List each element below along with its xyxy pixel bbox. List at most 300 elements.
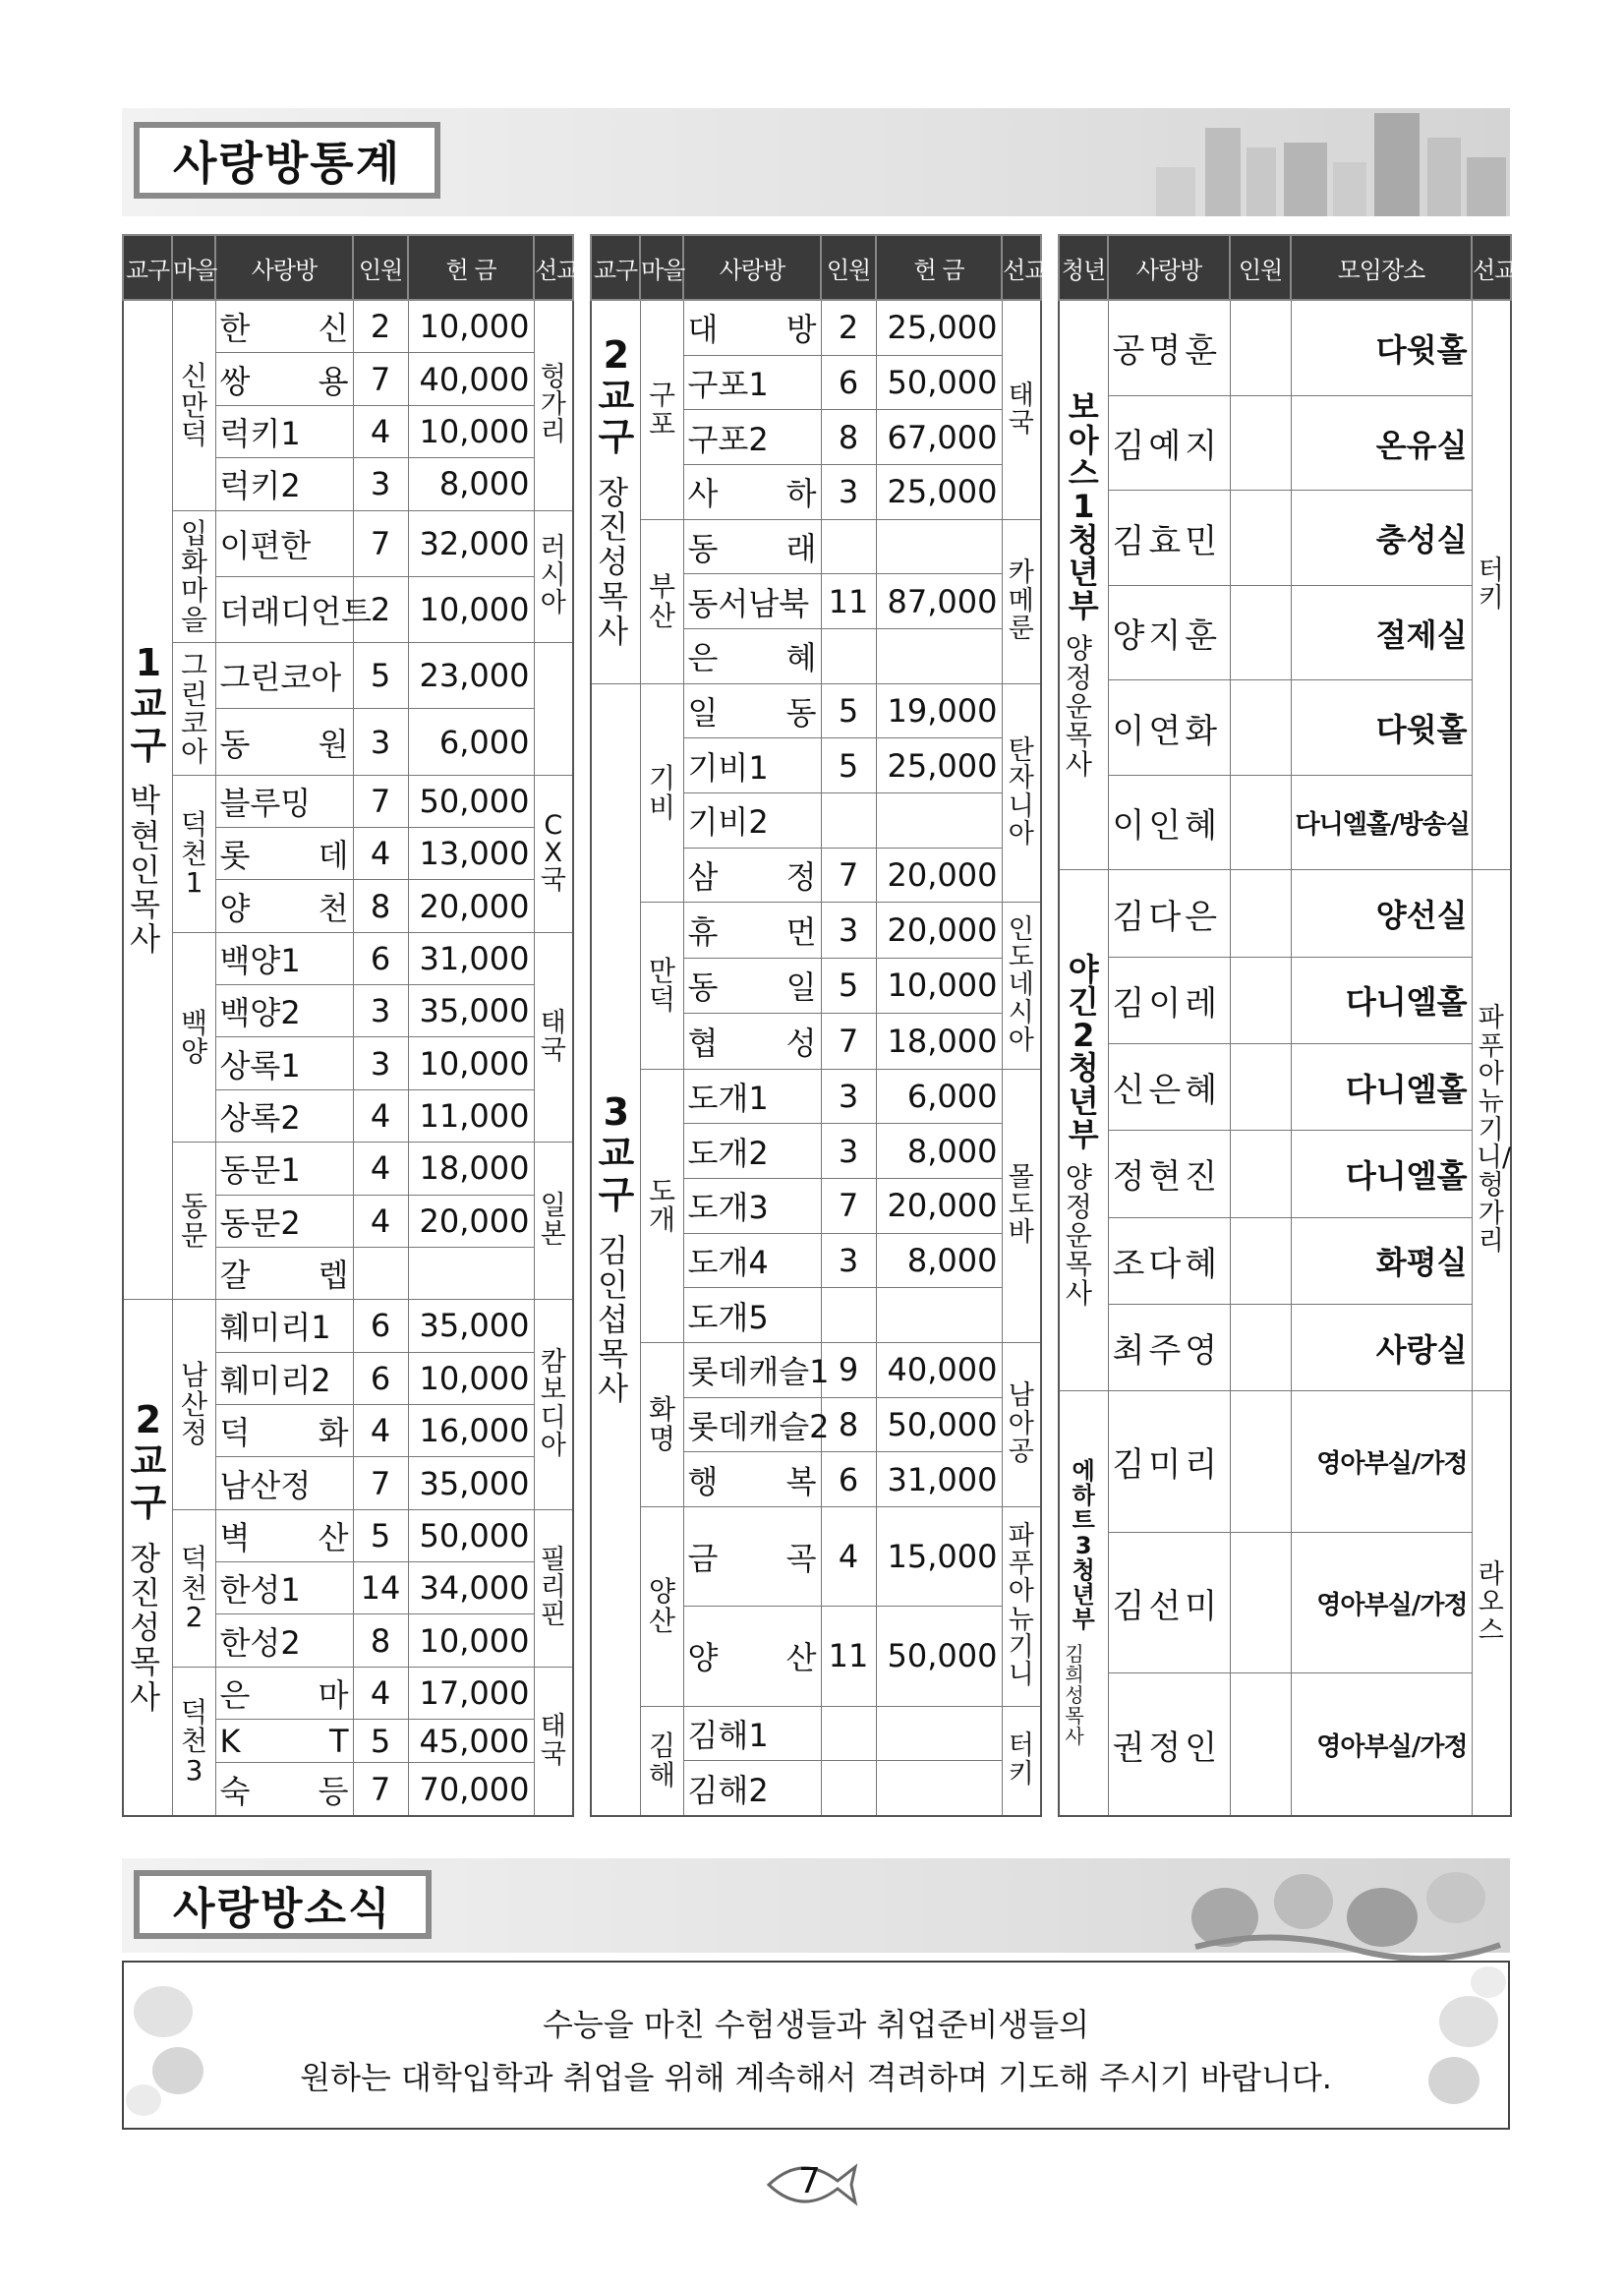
offering-amount: 50,000 xyxy=(408,1509,534,1561)
header-offering: 헌 금 xyxy=(408,235,534,300)
table-row xyxy=(1059,1532,1511,1673)
village-label: 김해 xyxy=(648,1730,675,1791)
people-count: 3 xyxy=(353,985,408,1037)
district-label: 2교구 xyxy=(598,332,635,459)
table-row xyxy=(591,1342,1041,1397)
offering-amount xyxy=(876,1706,1002,1761)
table-row xyxy=(1059,957,1511,1043)
offering-amount: 35,000 xyxy=(408,1300,534,1352)
people-count: 6 xyxy=(821,355,876,410)
village-cell xyxy=(640,1069,683,1342)
people-count: 4 xyxy=(353,1089,408,1142)
mission-cell xyxy=(1002,683,1041,903)
mission-label: 탄자니아 xyxy=(1008,734,1034,850)
room-name: 행 복 xyxy=(683,1452,821,1507)
offering-amount: 11,000 xyxy=(408,1089,534,1142)
mission-label: 캄보디아 xyxy=(540,1346,566,1461)
offering-amount: 23,000 xyxy=(408,643,534,709)
mission-cell xyxy=(534,1667,573,1816)
table-row xyxy=(1059,1673,1511,1816)
meeting-place: 다니엘홀 xyxy=(1291,957,1472,1043)
people-count: 3 xyxy=(821,1233,876,1288)
people-count xyxy=(1230,870,1291,957)
member-name: 이인혜 xyxy=(1108,775,1230,870)
district-cell xyxy=(591,683,640,1816)
mission-cell xyxy=(1002,903,1041,1069)
header-offering: 헌 금 xyxy=(876,235,1002,300)
room-name: 휴 먼 xyxy=(683,903,821,958)
offering-amount: 10,000 xyxy=(408,576,534,642)
people-count xyxy=(1230,1532,1291,1673)
meeting-place: 영아부실/가정 xyxy=(1291,1673,1472,1816)
member-name: 공명훈 xyxy=(1108,300,1230,395)
people-count xyxy=(821,629,876,684)
people-count xyxy=(1230,1391,1291,1533)
offering-amount: 34,000 xyxy=(408,1562,534,1614)
offering-amount: 8,000 xyxy=(876,1124,1002,1179)
meeting-place: 다니엘홀 xyxy=(1291,1044,1472,1131)
room-name: 럭키2 xyxy=(215,458,353,510)
mission-cell xyxy=(534,300,573,510)
mission-cell xyxy=(534,1300,573,1509)
people-count: 6 xyxy=(353,932,408,984)
table-row xyxy=(1059,1391,1511,1533)
people-count: 8 xyxy=(353,1614,408,1667)
people-count: 3 xyxy=(353,458,408,510)
people-count xyxy=(1230,1304,1291,1390)
pastor-label: 김희성목사 xyxy=(1065,1642,1084,1749)
pastor-label: 박현인목사 xyxy=(130,782,161,959)
village-cell xyxy=(640,519,683,683)
room-name: 양 천 xyxy=(215,880,353,932)
table-row xyxy=(123,300,573,353)
offering-amount: 25,000 xyxy=(876,465,1002,520)
offering-amount: 70,000 xyxy=(408,1763,534,1816)
stats-table-district1-2 xyxy=(122,234,579,1817)
youth-dept-cell xyxy=(1059,870,1108,1391)
table-row xyxy=(591,683,1041,738)
people-count: 8 xyxy=(353,880,408,932)
member-name: 김선미 xyxy=(1108,1532,1230,1673)
mission-cell xyxy=(534,775,573,932)
room-name: 훼미리2 xyxy=(215,1352,353,1404)
table-row xyxy=(1059,1044,1511,1131)
table-row xyxy=(123,932,573,984)
offering-amount: 13,000 xyxy=(408,828,534,880)
table-row xyxy=(123,1667,573,1719)
people-count: 7 xyxy=(821,1178,876,1233)
people-count: 7 xyxy=(353,353,408,405)
table-row xyxy=(123,1143,573,1195)
offering-amount xyxy=(408,1247,534,1299)
table-row xyxy=(123,643,573,709)
village-cell xyxy=(640,903,683,1069)
room-name: 럭키1 xyxy=(215,405,353,457)
member-name: 김효민 xyxy=(1108,491,1230,585)
offering-amount: 31,000 xyxy=(876,1452,1002,1507)
people-count: 5 xyxy=(353,1509,408,1561)
room-name: 금 곡 xyxy=(683,1506,821,1606)
member-name: 김이레 xyxy=(1108,957,1230,1043)
people-count: 3 xyxy=(821,903,876,958)
table-row xyxy=(1059,1217,1511,1304)
offering-amount: 20,000 xyxy=(876,848,1002,903)
city-skyline-graphic xyxy=(1136,108,1510,216)
stats-title: 사랑방통계 xyxy=(134,122,440,199)
mission-label: 태국 xyxy=(540,1711,566,1770)
room-name: 은 마 xyxy=(215,1667,353,1719)
people-count: 11 xyxy=(821,574,876,629)
district-label: 2교구 xyxy=(130,1398,167,1525)
mission-label: 카메룬 xyxy=(1008,557,1034,644)
mission-cell xyxy=(1472,1391,1511,1816)
people-count: 7 xyxy=(353,775,408,827)
offering-amount: 20,000 xyxy=(408,1195,534,1247)
room-name: 협 성 xyxy=(683,1014,821,1069)
header-room: 사랑방 xyxy=(215,235,353,300)
people-count xyxy=(1230,1673,1291,1816)
mission-cell xyxy=(1002,519,1041,683)
table-row xyxy=(591,300,1041,355)
flower-decoration-left-icon xyxy=(124,1963,242,2128)
table-row xyxy=(1059,1304,1511,1390)
village-cell xyxy=(640,1506,683,1706)
mission-label: 헝가리 xyxy=(540,361,566,448)
stats-banner xyxy=(122,108,1510,216)
member-name: 권정인 xyxy=(1108,1673,1230,1816)
room-name: 도개1 xyxy=(683,1069,821,1124)
mission-label: 터키 xyxy=(1478,555,1504,615)
room-name: 이편한 xyxy=(215,510,353,576)
member-name: 이연화 xyxy=(1108,680,1230,775)
room-name: 일 동 xyxy=(683,683,821,738)
page-number-text: 7 xyxy=(798,2161,821,2201)
meeting-place: 절제실 xyxy=(1291,585,1472,679)
room-name: 갈 렙 xyxy=(215,1247,353,1299)
meeting-place: 양선실 xyxy=(1291,870,1472,957)
dept-label: 보아스1청년부 xyxy=(1068,388,1099,624)
people-count: 7 xyxy=(821,848,876,903)
offering-amount: 10,000 xyxy=(408,405,534,457)
people-count: 4 xyxy=(353,828,408,880)
header-district: 교구 xyxy=(591,235,640,300)
meeting-place: 영아부실/가정 xyxy=(1291,1532,1472,1673)
room-name: 그린코아 xyxy=(215,643,353,709)
village-cell xyxy=(172,1509,215,1667)
village-label: 구포 xyxy=(648,379,675,440)
flower-decoration-right-icon xyxy=(1390,1963,1508,2128)
youth-dept-cell xyxy=(1059,1391,1108,1816)
header-place: 모임장소 xyxy=(1291,235,1472,300)
people-count xyxy=(1230,300,1291,395)
header-village: 마을 xyxy=(640,235,683,300)
village-cell xyxy=(172,510,215,643)
room-name: 도개5 xyxy=(683,1288,821,1343)
news-line-2: 원하는 대학입학과 취업을 위해 계속해서 격려하며 기도해 주시기 바랍니다. xyxy=(300,2059,1332,2096)
mission-cell xyxy=(1002,300,1041,519)
room-name: 동문1 xyxy=(215,1143,353,1195)
people-count xyxy=(821,519,876,574)
room-name: 동 일 xyxy=(683,958,821,1013)
table-row xyxy=(123,775,573,827)
table-row xyxy=(123,1300,573,1352)
village-cell xyxy=(640,300,683,519)
member-name: 최주영 xyxy=(1108,1304,1230,1390)
mission-label: 남아공 xyxy=(1008,1380,1034,1468)
offering-amount: 18,000 xyxy=(876,1014,1002,1069)
meeting-place: 영아부실/가정 xyxy=(1291,1391,1472,1533)
people-count: 7 xyxy=(353,1457,408,1509)
village-label: 신만덕 xyxy=(180,360,207,450)
header-people: 인원 xyxy=(353,235,408,300)
offering-amount: 10,000 xyxy=(876,958,1002,1013)
village-label: 도개 xyxy=(648,1174,675,1237)
room-name: 기비1 xyxy=(683,738,821,793)
offering-amount: 6,000 xyxy=(876,1069,1002,1124)
village-label: 그린코아 xyxy=(180,649,207,769)
offering-amount: 40,000 xyxy=(408,353,534,405)
mission-cell xyxy=(534,932,573,1142)
people-count: 2 xyxy=(353,300,408,353)
people-count: 3 xyxy=(821,465,876,520)
people-count xyxy=(1230,585,1291,679)
village-cell xyxy=(640,683,683,903)
mission-cell xyxy=(534,510,573,643)
offering-amount: 10,000 xyxy=(408,1614,534,1667)
people-count: 7 xyxy=(353,1763,408,1816)
people-count xyxy=(1230,680,1291,775)
table-row xyxy=(1059,395,1511,490)
room-name: 은 혜 xyxy=(683,629,821,684)
mission-cell xyxy=(1002,1069,1041,1342)
people-count: 6 xyxy=(821,1452,876,1507)
pastor-label: 김인섭목사 xyxy=(598,1231,629,1408)
offering-amount: 18,000 xyxy=(408,1143,534,1195)
offering-amount xyxy=(876,1761,1002,1816)
offering-amount: 45,000 xyxy=(408,1720,534,1763)
rose-flowers-graphic xyxy=(1156,1858,1510,1953)
offering-amount: 32,000 xyxy=(408,510,534,576)
offering-amount: 17,000 xyxy=(408,1667,534,1719)
dept-label: 에하트3청년부 xyxy=(1072,1456,1095,1634)
room-name: 백양2 xyxy=(215,985,353,1037)
pastor-label: 장진성목사 xyxy=(130,1539,161,1716)
people-count xyxy=(1230,957,1291,1043)
village-label: 덕천3 xyxy=(180,1695,207,1787)
village-label: 기비 xyxy=(648,762,675,824)
village-label: 만덕 xyxy=(648,955,675,1017)
room-name: 구포1 xyxy=(683,355,821,410)
offering-amount: 25,000 xyxy=(876,300,1002,355)
people-count: 4 xyxy=(353,405,408,457)
village-cell xyxy=(172,300,215,510)
people-count xyxy=(821,1761,876,1816)
people-count: 4 xyxy=(353,1195,408,1247)
offering-amount xyxy=(876,629,1002,684)
people-count xyxy=(1230,395,1291,490)
mission-label: 파푸아뉴기니/헝가리 xyxy=(1476,1003,1512,1258)
mission-cell xyxy=(1002,1506,1041,1706)
village-label: 덕천2 xyxy=(180,1543,207,1633)
table-row xyxy=(123,510,573,576)
people-count: 5 xyxy=(353,1720,408,1763)
meeting-place: 사랑실 xyxy=(1291,1304,1472,1390)
people-count: 4 xyxy=(353,1405,408,1457)
member-name: 조다혜 xyxy=(1108,1217,1230,1304)
table-row xyxy=(1059,1131,1511,1217)
stats-table-district2-3 xyxy=(590,234,1047,1817)
header-village: 마을 xyxy=(172,235,215,300)
dept-label: 야긴2청년부 xyxy=(1068,950,1099,1153)
room-name: 삼 정 xyxy=(683,848,821,903)
header-people: 인원 xyxy=(821,235,876,300)
room-name: 덕 화 xyxy=(215,1405,353,1457)
village-cell xyxy=(172,1300,215,1509)
offering-amount xyxy=(876,793,1002,849)
pastor-label: 장진성목사 xyxy=(598,474,629,650)
header-district: 교구 xyxy=(123,235,172,300)
table-row xyxy=(123,1509,573,1561)
people-count: 2 xyxy=(353,576,408,642)
room-name: 벽 산 xyxy=(215,1509,353,1561)
offering-amount: 87,000 xyxy=(876,574,1002,629)
village-label: 동문 xyxy=(180,1190,207,1252)
village-cell xyxy=(172,932,215,1142)
people-count: 4 xyxy=(821,1506,876,1606)
table-row xyxy=(591,1506,1041,1606)
room-name: 롯데캐슬2 xyxy=(683,1397,821,1452)
room-name: 블루밍 xyxy=(215,775,353,827)
people-count: 3 xyxy=(353,1037,408,1089)
room-name: 백양1 xyxy=(215,932,353,984)
room-name: 사 하 xyxy=(683,465,821,520)
news-line-1: 수능을 마친 수험생들과 취업준비생들의 xyxy=(542,2006,1090,2043)
people-count xyxy=(1230,1131,1291,1217)
village-label: 양산 xyxy=(648,1575,675,1637)
offering-amount xyxy=(876,519,1002,574)
offering-amount: 25,000 xyxy=(876,738,1002,793)
room-name: 더래디언트 xyxy=(215,576,353,642)
offering-amount: 10,000 xyxy=(408,300,534,353)
offering-amount: 50,000 xyxy=(876,1397,1002,1452)
mission-cell xyxy=(1002,1706,1041,1816)
village-label: 부산 xyxy=(648,570,675,632)
meeting-place: 충성실 xyxy=(1291,491,1472,585)
people-count xyxy=(1230,1217,1291,1304)
village-cell xyxy=(172,643,215,776)
people-count: 6 xyxy=(353,1300,408,1352)
mission-label: 터키 xyxy=(1008,1730,1034,1789)
offering-amount: 15,000 xyxy=(876,1506,1002,1606)
offering-amount: 10,000 xyxy=(408,1037,534,1089)
people-count: 14 xyxy=(353,1562,408,1614)
village-label: 입화마을 xyxy=(180,516,207,636)
table-row xyxy=(1059,585,1511,679)
room-name: 숙 등 xyxy=(215,1763,353,1816)
offering-amount: 50,000 xyxy=(876,355,1002,410)
mission-label: 러시아 xyxy=(540,532,566,619)
people-count: 8 xyxy=(821,1397,876,1452)
meeting-place: 다니엘홀 xyxy=(1291,1131,1472,1217)
people-count: 2 xyxy=(821,300,876,355)
member-name: 김다은 xyxy=(1108,870,1230,957)
mission-cell xyxy=(534,1143,573,1300)
people-count xyxy=(353,1247,408,1299)
mission-label: 일본 xyxy=(540,1191,566,1250)
member-name: 정현진 xyxy=(1108,1131,1230,1217)
table-row xyxy=(1059,300,1511,395)
header-mission: 선교 xyxy=(534,235,573,300)
people-count: 6 xyxy=(353,1352,408,1404)
people-count xyxy=(1230,491,1291,585)
people-count: 5 xyxy=(821,958,876,1013)
offering-amount: 16,000 xyxy=(408,1405,534,1457)
youth-dept-cell xyxy=(1059,300,1108,870)
room-name: K T xyxy=(215,1720,353,1763)
header-room: 사랑방 xyxy=(1108,235,1230,300)
offering-amount: 8,000 xyxy=(876,1233,1002,1288)
member-name: 김미리 xyxy=(1108,1391,1230,1533)
table-row xyxy=(591,1706,1041,1761)
offering-amount: 50,000 xyxy=(876,1607,1002,1706)
table-row xyxy=(591,519,1041,574)
room-name: 롯데캐슬1 xyxy=(683,1342,821,1397)
member-name: 김예지 xyxy=(1108,395,1230,490)
room-name: 쌍 용 xyxy=(215,353,353,405)
offering-amount: 50,000 xyxy=(408,775,534,827)
offering-amount: 6,000 xyxy=(408,709,534,775)
district-label: 3교구 xyxy=(598,1090,635,1216)
people-count xyxy=(1230,1044,1291,1131)
offering-amount: 20,000 xyxy=(408,880,534,932)
header-mission: 선교 xyxy=(1002,235,1041,300)
offering-amount: 40,000 xyxy=(876,1342,1002,1397)
room-name: 도개4 xyxy=(683,1233,821,1288)
mission-label: 라오스 xyxy=(1478,1559,1504,1646)
people-count: 3 xyxy=(821,1124,876,1179)
people-count xyxy=(821,1706,876,1761)
meeting-place: 화평실 xyxy=(1291,1217,1472,1304)
room-name: 상록2 xyxy=(215,1089,353,1142)
header-room: 사랑방 xyxy=(683,235,821,300)
room-name: 한성2 xyxy=(215,1614,353,1667)
offering-amount: 20,000 xyxy=(876,1178,1002,1233)
people-count: 7 xyxy=(821,1014,876,1069)
village-label: 남산정 xyxy=(180,1359,207,1450)
member-name: 양지훈 xyxy=(1108,585,1230,679)
room-name: 동서남북 xyxy=(683,574,821,629)
header-mission: 선교 xyxy=(1472,235,1511,300)
stats-table-youth xyxy=(1058,234,1517,1817)
room-name: 롯 데 xyxy=(215,828,353,880)
village-cell xyxy=(172,1667,215,1816)
room-name: 기비2 xyxy=(683,793,821,849)
news-banner xyxy=(122,1858,1510,1953)
table-row xyxy=(1059,775,1511,870)
room-name: 도개3 xyxy=(683,1178,821,1233)
table-row xyxy=(591,903,1041,958)
people-count xyxy=(821,793,876,849)
people-count: 8 xyxy=(821,410,876,465)
offering-amount: 10,000 xyxy=(408,1352,534,1404)
room-name: 한 신 xyxy=(215,300,353,353)
offering-amount: 35,000 xyxy=(408,985,534,1037)
village-cell xyxy=(640,1342,683,1506)
meeting-place: 다윗홀 xyxy=(1291,300,1472,395)
pastor-label: 양정운목사 xyxy=(1065,1161,1092,1310)
mission-label: 필리핀 xyxy=(540,1544,566,1631)
header-youth: 청년 xyxy=(1059,235,1108,300)
